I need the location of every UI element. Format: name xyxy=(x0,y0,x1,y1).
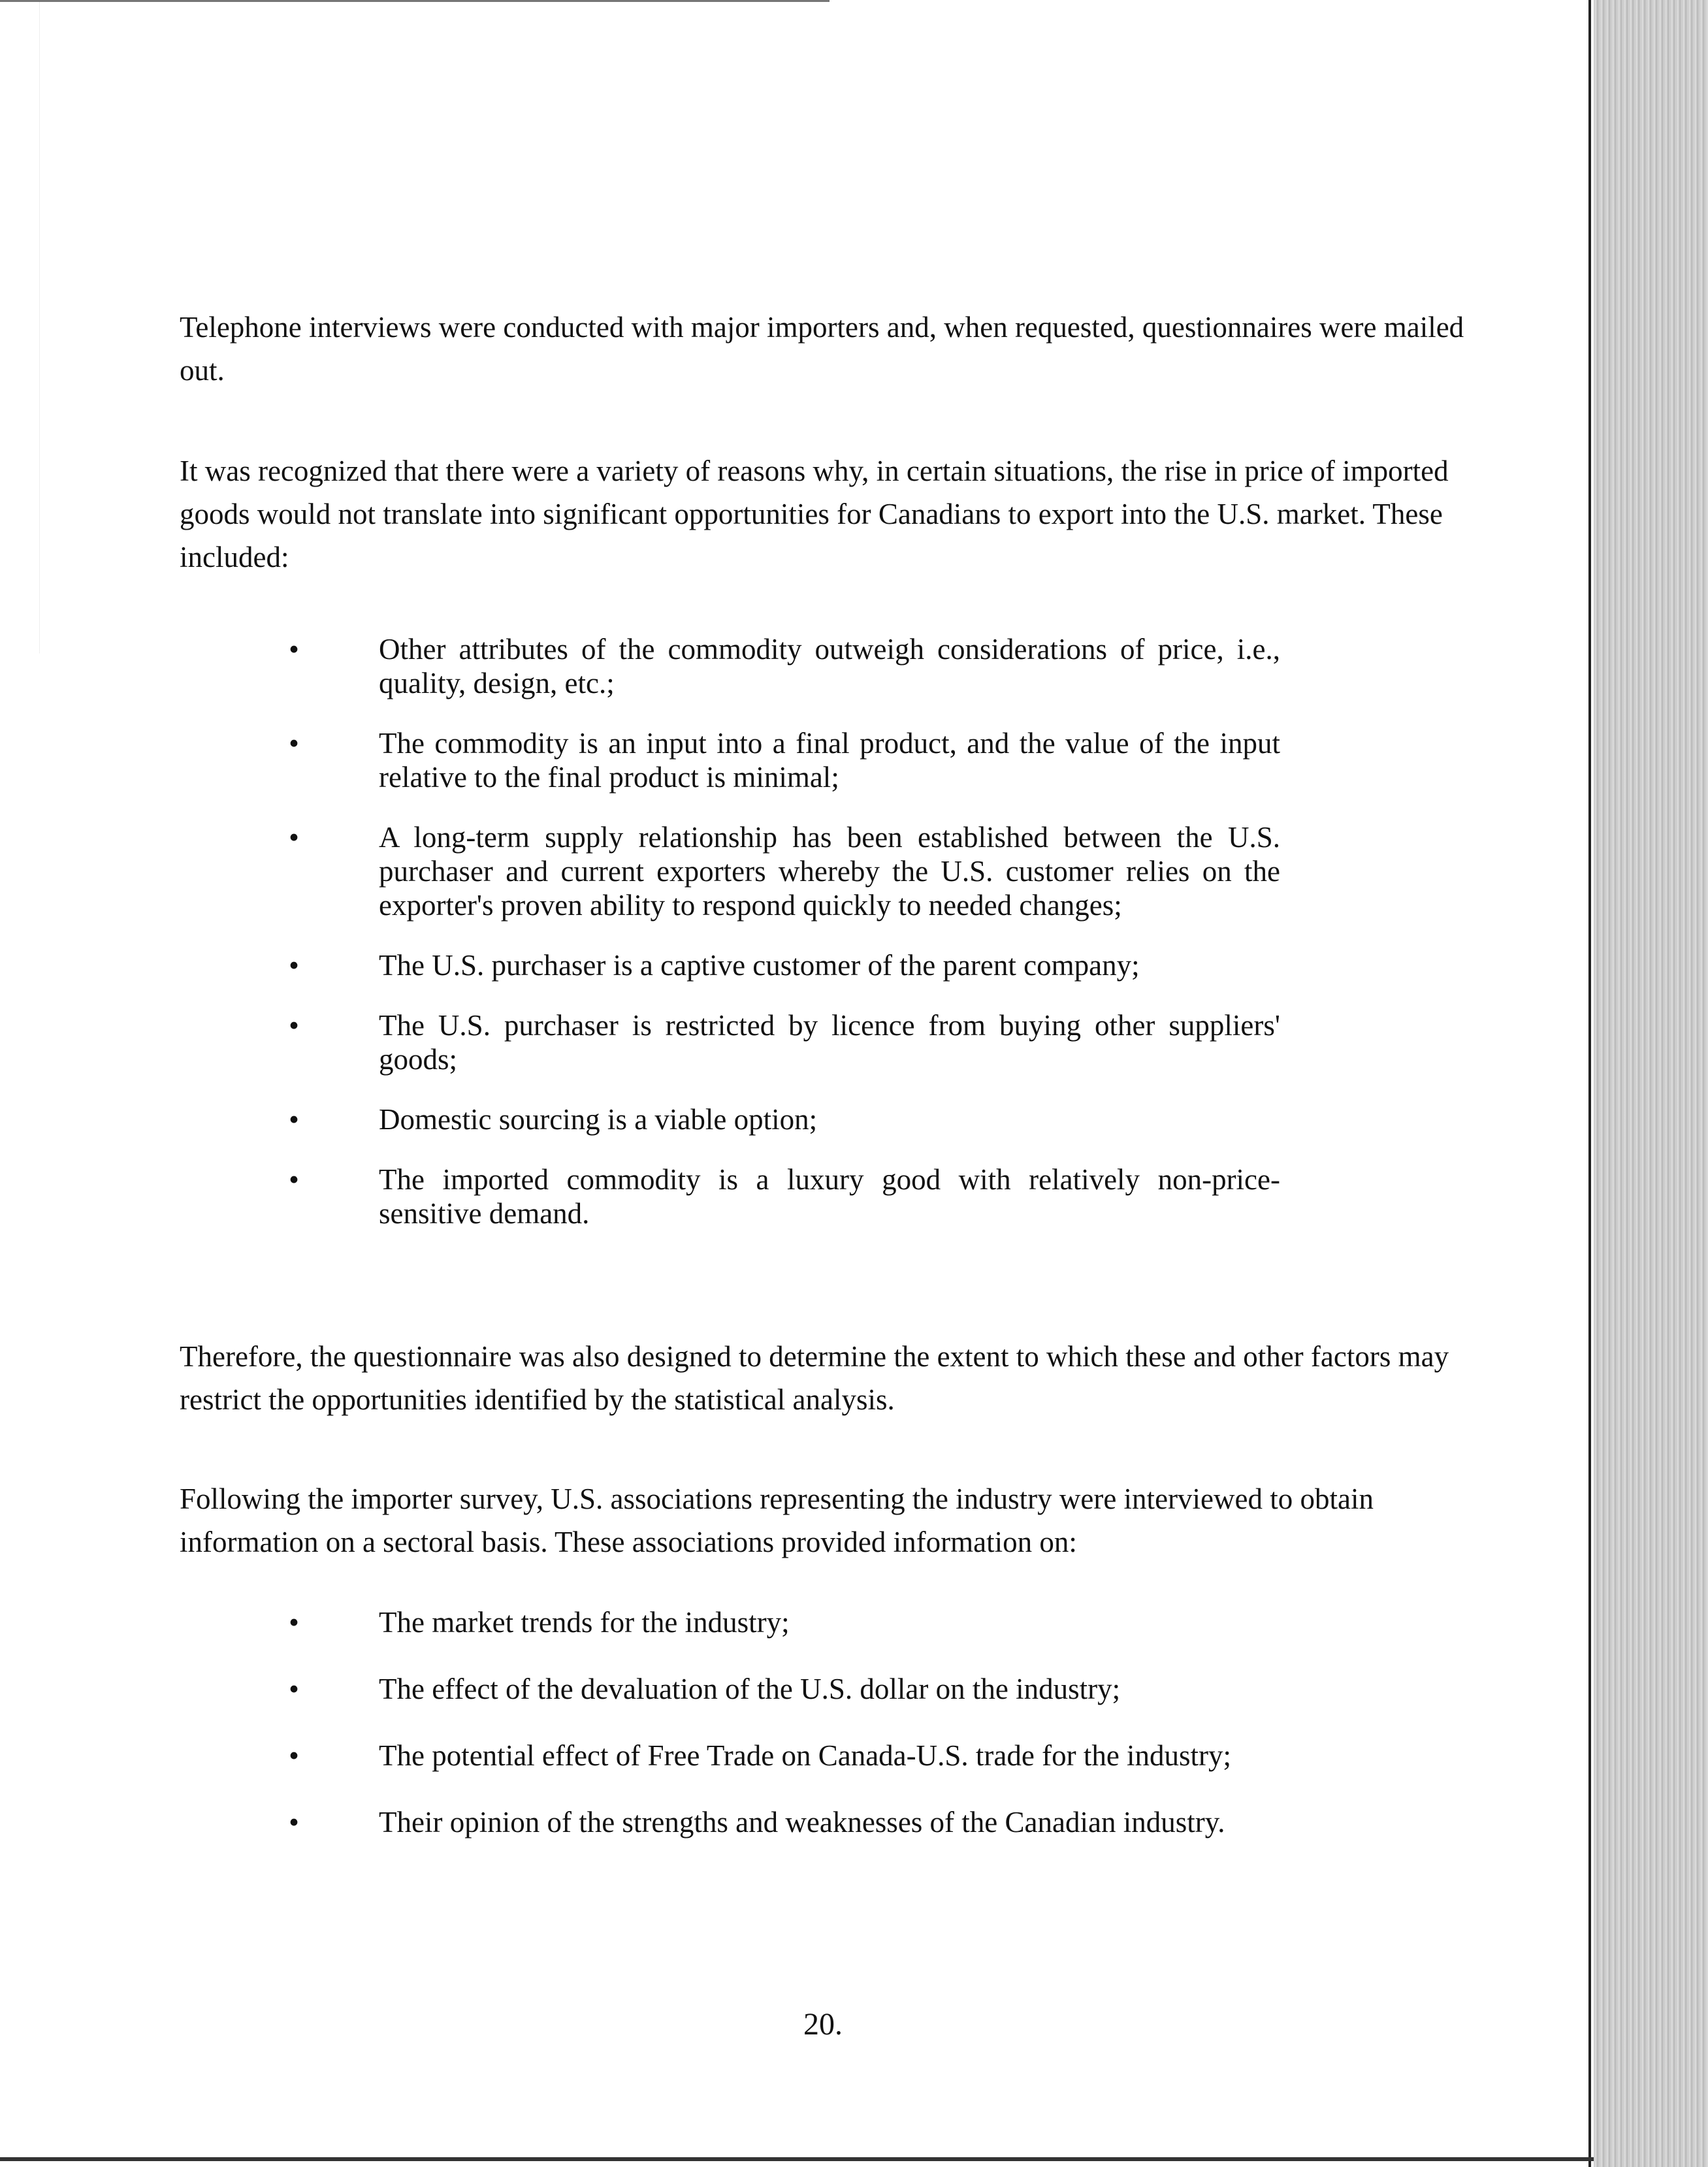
scan-bottom-edge xyxy=(0,2157,1594,2161)
list-item xyxy=(274,1805,1280,1839)
list-item xyxy=(274,1102,1280,1136)
paragraph-therefore: Therefore, the questionnaire was also designed to determine the extent to which these and other factors may restrict the opportunities identified by the statistical analysis. xyxy=(180,1340,1449,1416)
bullet-icon: • xyxy=(289,1606,299,1639)
list-item-text: The commodity is an input into a final product, and the value of the input relative to the final product is minimal; xyxy=(379,727,1280,794)
list-item xyxy=(274,1163,1280,1230)
list-item xyxy=(274,726,1280,794)
list-item xyxy=(274,948,1280,982)
list-item-text: The imported commodity is a luxury good with relatively non-price-sensitive demand. xyxy=(379,1163,1280,1230)
bullet-icon: • xyxy=(289,1673,299,1705)
bullet-icon: • xyxy=(289,1806,299,1838)
scan-right-edge-line xyxy=(1588,0,1591,2167)
bullet-icon: • xyxy=(289,1103,299,1136)
list-item xyxy=(274,632,1280,700)
bullet-icon: • xyxy=(289,821,299,854)
scan-right-edge xyxy=(1594,0,1708,2167)
paragraph-reasons-intro: It was recognized that there were a variety of reasons why, in certain situations, the rise in price of imported goods would not translate into significant opportunities for Canadians to export into the U.S. market. These included: xyxy=(180,455,1449,573)
page-number: 20. xyxy=(803,2007,843,2042)
list-item-text: The U.S. purchaser is restricted by licence from buying other suppliers' goods; xyxy=(379,1009,1280,1076)
list-item-text: The market trends for the industry; xyxy=(379,1606,790,1639)
paragraph-associations: Following the importer survey, U.S. associations representing the industry were interviewed to obtain information on a sectoral basis. These associations provided information on: xyxy=(180,1483,1374,1558)
list-item xyxy=(274,1008,1280,1076)
list-item-text: Other attributes of the commodity outweigh considerations of price, i.e., quality, design, etc.; xyxy=(379,633,1280,699)
list-item-text: A long-term supply relationship has been established between the U.S. purchaser and current exporters whereby the U.S. customer relies on the exporter's proven ability to respond quickly to needed changes; xyxy=(379,821,1280,922)
bullet-icon: • xyxy=(289,1739,299,1772)
list-item-text: The U.S. purchaser is a captive customer of the parent company; xyxy=(379,949,1140,982)
list-item xyxy=(274,1605,1280,1639)
scan-top-edge xyxy=(0,0,830,2)
list-item xyxy=(274,1739,1280,1773)
bullet-icon: • xyxy=(289,949,299,982)
list-item xyxy=(274,1672,1280,1706)
bullet-icon: • xyxy=(289,727,299,760)
list-item-text: Their opinion of the strengths and weaknesses of the Canadian industry. xyxy=(379,1806,1225,1838)
list-item-text: The potential effect of Free Trade on Canada-U.S. trade for the industry; xyxy=(379,1739,1232,1772)
paragraph-intro: Telephone interviews were conducted with major importers and, when requested, questionnaires were mailed out. xyxy=(180,311,1464,387)
list-item-text: Domestic sourcing is a viable option; xyxy=(379,1103,818,1136)
scan-left-edge xyxy=(0,0,40,653)
bullet-icon: • xyxy=(289,1163,299,1196)
list-item xyxy=(274,820,1280,922)
list-item-text: The effect of the devaluation of the U.S. dollar on the industry; xyxy=(379,1673,1121,1705)
bullet-icon: • xyxy=(289,633,299,666)
associations-list xyxy=(274,1605,1280,1872)
bullet-icon: • xyxy=(289,1009,299,1042)
reasons-list xyxy=(274,632,1280,1257)
